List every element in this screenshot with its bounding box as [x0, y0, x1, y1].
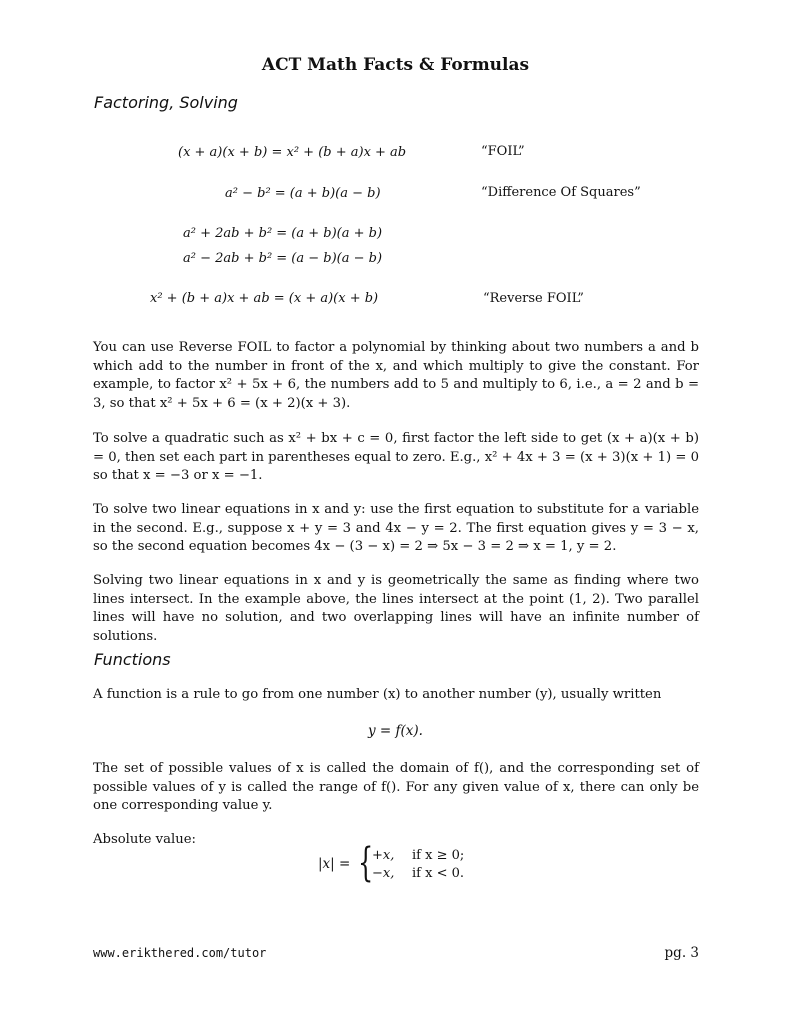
- formula-label-foil: “FOIL”: [481, 144, 525, 159]
- paragraph-reverse-foil: You can use Reverse FOIL to factor a polynomial by thinking about two numbers a and b which add to the number in front of the x, and which multiply to give the constant. For example, to factor x² + 5x + 6, the numbers add to 5 and multiply to 6, i.e., a = 2 and b = 3, so that x² + 5x + 6 = (x + 2)(x + 3).: [93, 340, 699, 411]
- page-title: ACT Math Facts & Formulas: [261, 55, 530, 75]
- formula-foil: (x + a)(x + b) = x² + (b + a)x + ab: [178, 145, 407, 160]
- section-heading-factoring: Factoring, Solving: [94, 93, 238, 112]
- formula-reverse-foil: x² + (b + a)x + ab = (x + a)(x + b): [150, 291, 379, 306]
- paragraph-geometric-meaning: Solving two linear equations in x and y is geometrically the same as finding where two lines intersect. In the example above, the lines intersect at the point (1, 2). Two parallel lines will have no solution, and two overlapping lines will have an infinite number of solutions.: [93, 573, 699, 644]
- formula-absolute-value: [318, 840, 488, 887]
- formula-function: y = f(x).: [368, 723, 423, 739]
- formula-label-reverse-foil: “Reverse FOIL”: [483, 291, 584, 306]
- formula-square-of-difference: a² − 2ab + b² = (a − b)(a − b): [183, 251, 383, 266]
- paragraph-linear-equations: To solve two linear equations in x and y: use the first equation to substitute for a variable in the second. E.g., suppose x + y = 3 and 4x − y = 2. The first equation gives y = 3 − x, so the second equation becomes 4x − (3 − x) = 2 ⇒ 5x − 3 = 2 ⇒ x = 1, y = 2.: [93, 502, 699, 554]
- paragraph-absolute-value: Absolute value:: [93, 832, 196, 847]
- absolute-value-case1-cond: if x ≥ 0;: [412, 848, 465, 863]
- section-heading-functions: Functions: [94, 650, 171, 669]
- page-number: pg. 3: [664, 945, 699, 961]
- formula-difference-of-squares: a² − b² = (a + b)(a − b): [225, 186, 381, 201]
- left-brace: {: [358, 840, 374, 886]
- formula-square-of-sum: a² + 2ab + b² = (a + b)(a + b): [183, 226, 383, 241]
- absolute-value-lhs: |x| =: [318, 856, 351, 872]
- formula-label-difference-of-squares: “Difference Of Squares”: [481, 185, 641, 200]
- absolute-value-case1-expr: +x,: [372, 848, 395, 863]
- paragraph-function-definition: A function is a rule to go from one number (x) to another number (y), usually written: [93, 687, 662, 702]
- paragraph-quadratic: To solve a quadratic such as x² + bx + c = 0, first factor the left side to get (x + a)(x + b) = 0, then set each part in parentheses equal to zero. E.g., x² + 4x + 3 = (x + 3)(x + 1) = 0 so that x = −3 or x = −1.: [93, 431, 699, 483]
- absolute-value-case2-cond: if x < 0.: [412, 866, 464, 881]
- paragraph-domain-range: The set of possible values of x is called the domain of f(), and the corresponding set of possible values of y is called the range of f(). For any given value of x, there can only be one corresponding value y.: [93, 761, 699, 813]
- footer-url: www.erikthered.com/tutor: [93, 946, 267, 960]
- absolute-value-case2-expr: −x,: [372, 866, 395, 881]
